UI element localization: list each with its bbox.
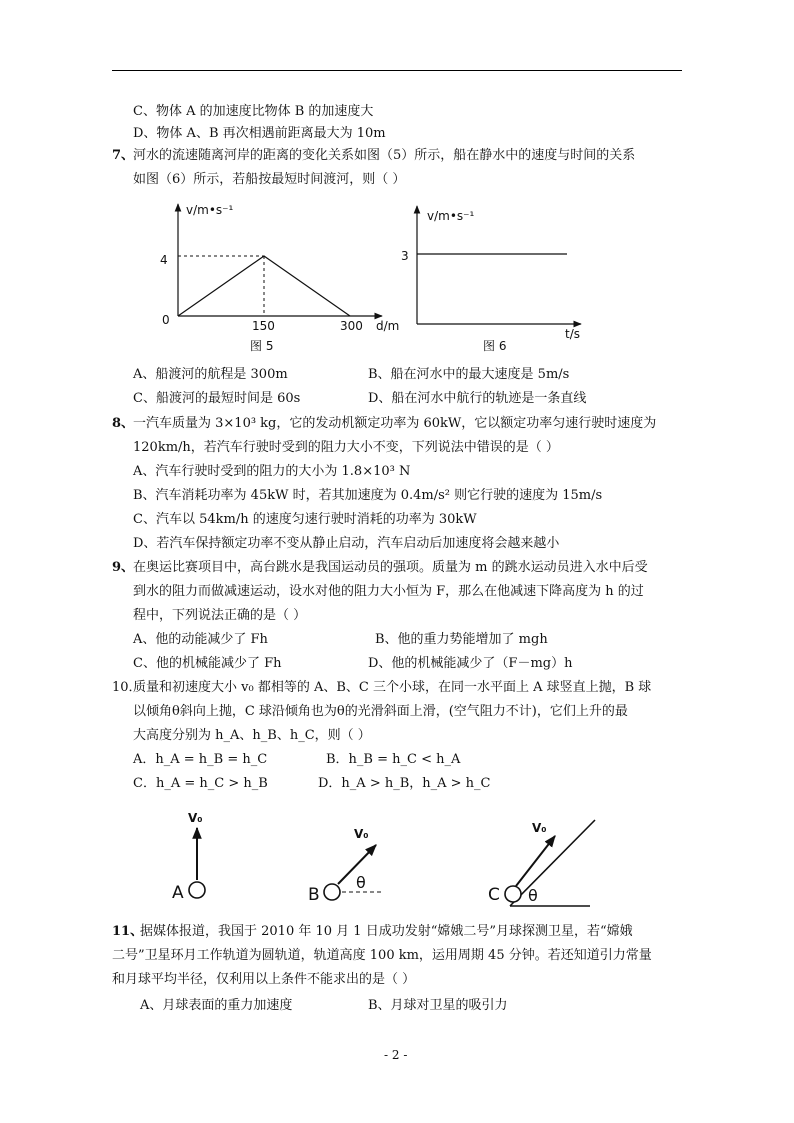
q11-option-a: A、月球表面的重力加速度 [140, 998, 293, 1013]
q11-number: 11、 [112, 924, 144, 939]
q10-stem-line1: 质量和初速度大小 v₀ 都相等的 A、B、C 三个小球，在同一水平面上 A 球竖直上抛，B 球 [133, 680, 652, 695]
fig6-caption: 图 6 [483, 339, 507, 353]
ball-c-velocity-arrow [516, 836, 555, 886]
ball-a [189, 882, 205, 898]
ball-b-theta: θ [356, 873, 366, 892]
q7-option-c: C、船渡河的最短时间是 60s [133, 391, 301, 406]
q9-option-c: C、他的机械能减少了 Fh [133, 656, 282, 671]
ball-a-v-label: V₀ [188, 811, 203, 825]
fig5-x-tick-150: 150 [252, 319, 275, 333]
ball-c [505, 886, 521, 902]
fig6-y-tick: 3 [401, 249, 409, 263]
q9-option-b: B、他的重力势能增加了 mgh [375, 632, 548, 647]
q11-option-b: B、月球对卫星的吸引力 [368, 998, 508, 1013]
ball-b-v-label: V₀ [354, 827, 369, 841]
q10-option-b: B．h_B = h_C < h_A [326, 752, 461, 767]
q7-option-b: B、船在河水中的最大速度是 5m/s [368, 367, 570, 382]
q10-option-a: A．h_A = h_B = h_C [133, 752, 268, 767]
fig5-y-tick: 4 [160, 253, 168, 267]
ball-c-v-label: V₀ [532, 821, 547, 835]
q7-number: 7、 [112, 148, 135, 163]
q8-option-b: B、汽车消耗功率为 45kW 时，若其加速度为 0.4m/s² 则它行驶的速度为 15m/s [133, 488, 603, 503]
q7-stem-line2: 如图（6）所示，若船按最短时间渡河，则（ ） [133, 172, 406, 187]
q9-stem-line2: 到水的阻力而做减速运动，设水对他的阻力大小恒为 F，那么在他减速下降高度为 h 的过 [133, 584, 644, 599]
figure-5 [150, 200, 400, 360]
fig5-origin: 0 [162, 313, 170, 327]
q6-option-d: D、物体 A、B 再次相遇前距离最大为 10m [133, 126, 386, 141]
q7-option-d: D、船在河水中航行的轨迹是一条直线 [368, 391, 587, 406]
ball-b-diagram [308, 827, 384, 905]
ball-b-label: B [308, 885, 320, 905]
q8-stem-line1: 一汽车质量为 3×10³ kg，它的发动机额定功率为 60kW，它以额定功率匀速行驶时速度为 [133, 416, 657, 431]
q11-stem-line1: 据媒体报道，我国于 2010 年 10 月 1 日成功发射“嫦娥二号”月球探测卫星，若“嫦娥 [140, 924, 633, 939]
fig5-ylabel: v/m•s⁻¹ [186, 203, 234, 217]
ball-c-label: C [488, 885, 500, 905]
q9-option-d: D、他的机械能减少了（F－mg）h [368, 656, 573, 671]
ball-a-diagram [172, 811, 205, 903]
q11-stem-line2: 二号”卫星环月工作轨道为圆轨道，轨道高度 100 km，运用周期 45 分钟。若还知道引力常量 [112, 948, 652, 963]
page-number: - 2 - [384, 1048, 408, 1062]
fig5-caption: 图 5 [250, 339, 274, 353]
fig5-x-tick-300: 300 [340, 319, 363, 333]
q10-option-d: D．h_A > h_B，h_A > h_C [318, 776, 491, 791]
q8-stem-line2: 120km/h，若汽车行驶时受到的阻力大小不变，下列说法中错误的是（ ） [133, 440, 559, 455]
fig5-xlabel: d/m [376, 319, 400, 333]
q8-number: 8、 [112, 416, 135, 431]
q6-option-c: C、物体 A 的加速度比物体 B 的加速度大 [133, 104, 374, 119]
q8-option-c: C、汽车以 54km/h 的速度匀速行驶时消耗的功率为 30kW [133, 512, 477, 527]
q9-stem-line3: 程中，下列说法正确的是（ ） [133, 608, 307, 623]
q7-option-a: A、船渡河的航程是 300m [133, 367, 288, 382]
figure-6 [395, 200, 585, 360]
q9-option-a: A、他的动能减少了 Fh [133, 632, 268, 647]
q10-option-c: C．h_A = h_C > h_B [133, 776, 268, 791]
ball-c-diagram [488, 820, 595, 906]
q9-stem-line1: 在奥运比赛项目中，高台跳水是我国运动员的强项。质量为 m 的跳水运动员进入水中后受 [133, 560, 648, 575]
q10-figure [170, 800, 610, 920]
ball-b [324, 884, 340, 900]
q10-stem-line2: 以倾角θ斜向上抛，C 球沿倾角也为θ的光滑斜面上滑，(空气阻力不计)，它们上升的最 [133, 704, 628, 719]
q10-number: 10． [112, 680, 142, 695]
q7-stem-line1: 河水的流速随离河岸的距离的变化关系如图（5）所示，船在静水中的速度与时间的关系 [133, 148, 636, 163]
q11-stem-line3: 和月球平均半径，仅利用以上条件不能求出的是（ ） [112, 972, 416, 987]
fig6-xlabel: t/s [565, 327, 580, 341]
header-rule [112, 70, 682, 71]
q10-stem-line3: 大高度分别为 h_A、h_B、h_C，则（ ） [133, 728, 371, 743]
q8-option-a: A、汽车行驶时受到的阻力的大小为 1.8×10³ N [133, 464, 411, 479]
fig6-ylabel: v/m•s⁻¹ [427, 209, 475, 223]
incline-surface [510, 820, 595, 906]
q8-option-d: D、若汽车保持额定功率不变从静止启动，汽车启动后加速度将会越来越小 [133, 536, 560, 551]
ball-c-theta: θ [528, 886, 538, 905]
ball-a-label: A [172, 883, 184, 903]
q9-number: 9、 [112, 560, 135, 575]
